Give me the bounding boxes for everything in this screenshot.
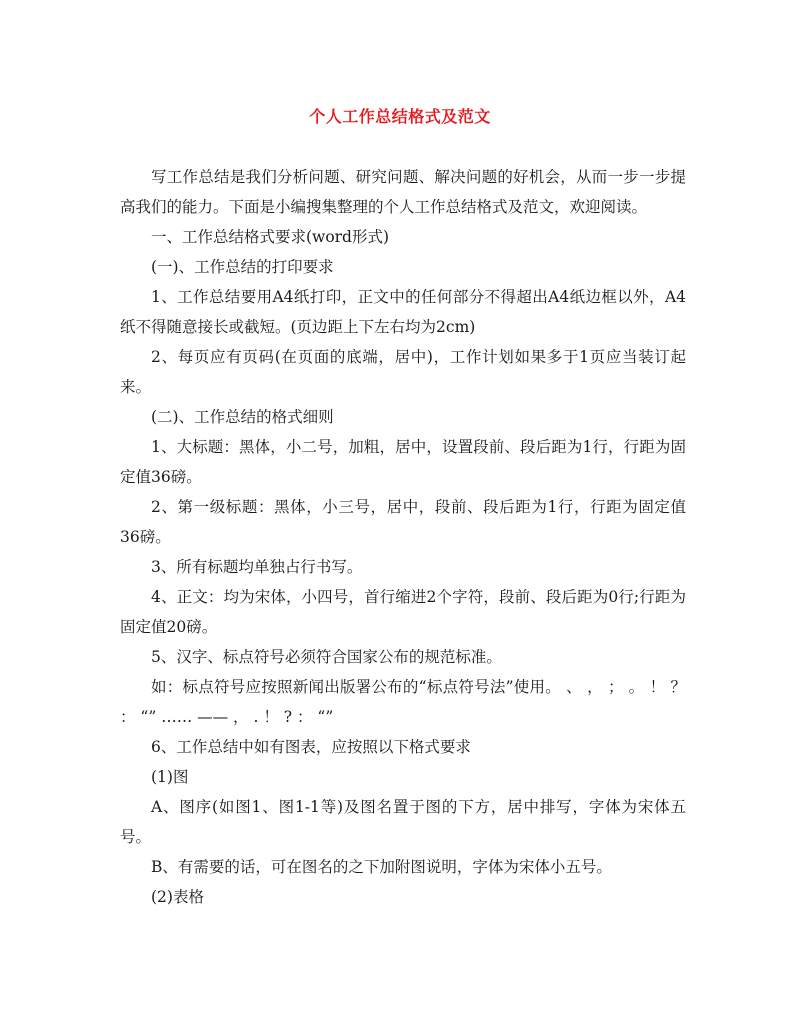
sub-heading: (1)图 — [151, 768, 189, 786]
heading-level-2: (一)、工作总结的打印要求 — [151, 258, 334, 276]
paragraph: B、有需要的话，可在图名的之下加附图说明，字体为宋体小五号。 — [151, 858, 612, 876]
document-body — [120, 162, 686, 912]
paragraph: 1、大标题：黑体，小二号，加粗，居中，设置段前、段后距为1行，行距为固定值36磅。 — [120, 438, 686, 486]
paragraph: 5、汉字、标点符号必须符合国家公布的规范标准。 — [151, 648, 502, 666]
paragraph: 如：标点符号应按照新闻出版署公布的“标点符号法”使用。 、 ， ； 。 ！ ？ ： “” …… —— ， . ！ ? ： “” — [120, 678, 686, 726]
paragraph: 4、正文：均为宋体，小四号，首行缩进2个字符，段前、段后距为0行;行距为固定值20磅。 — [120, 588, 686, 636]
heading-level-2: (二)、工作总结的格式细则 — [151, 408, 334, 426]
paragraph: 2、第一级标题：黑体，小三号，居中，段前、段后距为1行，行距为固定值36磅。 — [120, 498, 686, 546]
paragraph: 写工作总结是我们分析问题、研究问题、解决问题的好机会，从而一步一步提高我们的能力。下面是小编搜集整理的个人工作总结格式及范文，欢迎阅读。 — [120, 168, 686, 216]
document-title: 个人工作总结格式及范文 — [309, 107, 491, 126]
heading-level-1: 一、工作总结格式要求(word形式) — [151, 228, 390, 246]
paragraph: A、图序(如图1、图1-1等)及图名置于图的下方，居中排写，字体为宋体五号。 — [120, 798, 686, 846]
paragraph: 6、工作总结中如有图表，应按照以下格式要求 — [151, 738, 471, 756]
paragraph: 2、每页应有页码(在页面的底端，居中)，工作计划如果多于1页应当装订起来。 — [120, 348, 686, 396]
paragraph: 1、工作总结要用A4纸打印，正文中的任何部分不得超出A4纸边框以外，A4纸不得随意接长或截短。(页边距上下左右均为2cm) — [120, 288, 686, 336]
sub-heading: (2)表格 — [151, 888, 204, 906]
paragraph: 3、所有标题均单独占行书写。 — [151, 558, 363, 576]
